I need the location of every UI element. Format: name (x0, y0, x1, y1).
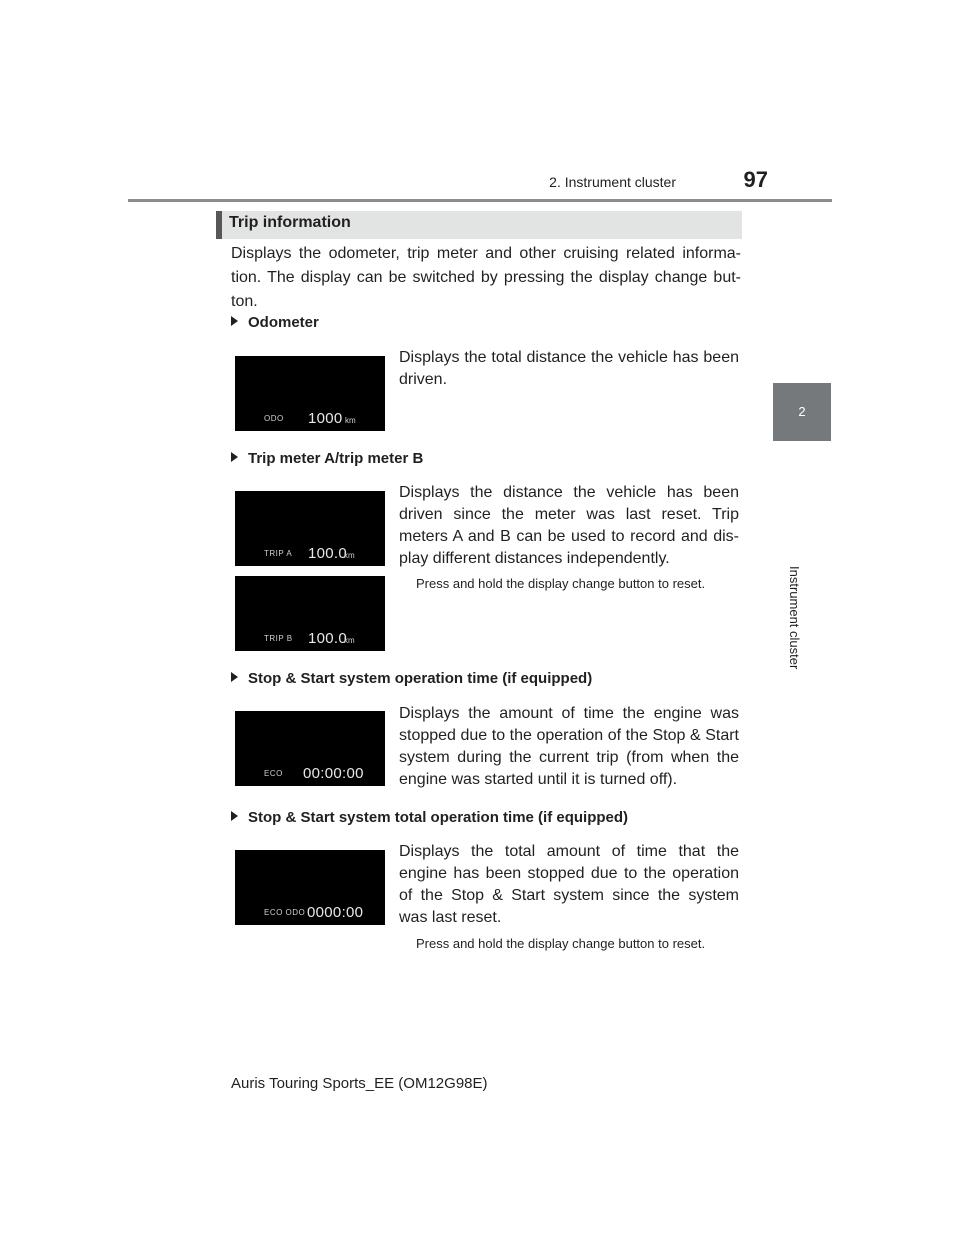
chapter-title: Instrument cluster (787, 566, 802, 670)
display-unit: km (344, 636, 355, 645)
header-rule (128, 199, 832, 202)
subheading-trip-meter (231, 450, 423, 467)
display-unit: km (344, 551, 355, 560)
trip-b-display-image (235, 576, 385, 651)
subheading-stop-start-time (231, 670, 592, 687)
bullet-icon (231, 672, 238, 682)
subheading-text: Trip meter A/trip meter B (248, 450, 424, 467)
odometer-description: Displays the total distance the vehicle has been driven. (399, 349, 739, 388)
stop-start-time-description: Displays the amount of time the engine was stopped due to the operation of the Stop & Start system during the current trip (from when the engine was started until it is turned off). (399, 705, 739, 788)
subheading-stop-start-total (231, 809, 628, 826)
section-title: Trip information (229, 214, 351, 231)
subheading-odometer (231, 314, 319, 331)
bullet-icon (231, 316, 238, 326)
stop-start-total-note: Press and hold the display change button to reset. (416, 936, 706, 951)
display-value: 100.0 (308, 545, 348, 562)
bullet-icon (231, 811, 238, 821)
subheading-text: Stop & Start system operation time (if equipped) (248, 670, 593, 687)
eco-odo-display-image (235, 850, 385, 925)
display-label: ODO (264, 414, 284, 423)
trip-meter-description: Displays the distance the vehicle has been driven since the meter was last reset. Trip meters A and B can be used to record and dis-play different distances independently. (399, 484, 739, 567)
display-label: TRIP A (264, 549, 293, 558)
display-unit: km (345, 416, 356, 425)
section-heading-marker (216, 211, 222, 239)
section-intro: Displays the odometer, trip meter and other cruising related informa-tion. The display can be switched by pressing the display change but-ton. (231, 245, 741, 310)
eco-display-image (235, 711, 385, 786)
page-number: 97 (743, 167, 768, 192)
running-header-title: 2. Instrument cluster (549, 174, 676, 190)
display-value: 00:00:00 (303, 765, 364, 782)
stop-start-total-description: Displays the total amount of time that the engine has been stopped due to the operation of the Stop & Start system since the system was last reset. (399, 843, 739, 926)
odometer-display-image (235, 356, 385, 431)
display-label: ECO ODO (264, 908, 306, 917)
footer-manual-id: Auris Touring Sports_EE (OM12G98E) (231, 1075, 488, 1092)
chapter-side-label (787, 456, 808, 670)
chapter-tab: 2 (773, 383, 831, 441)
display-label: ECO (264, 769, 283, 778)
display-value: 0000:00 (307, 904, 364, 921)
display-value: 1000 (308, 410, 343, 427)
display-label: TRIP B (264, 634, 293, 643)
subheading-text: Stop & Start system total operation time (if equipped) (248, 809, 629, 826)
trip-a-display-image (235, 491, 385, 566)
subheading-text: Odometer (248, 314, 319, 331)
trip-meter-note: Press and hold the display change button to reset. (416, 576, 706, 591)
display-value: 100.0 (308, 630, 348, 647)
bullet-icon (231, 452, 238, 462)
